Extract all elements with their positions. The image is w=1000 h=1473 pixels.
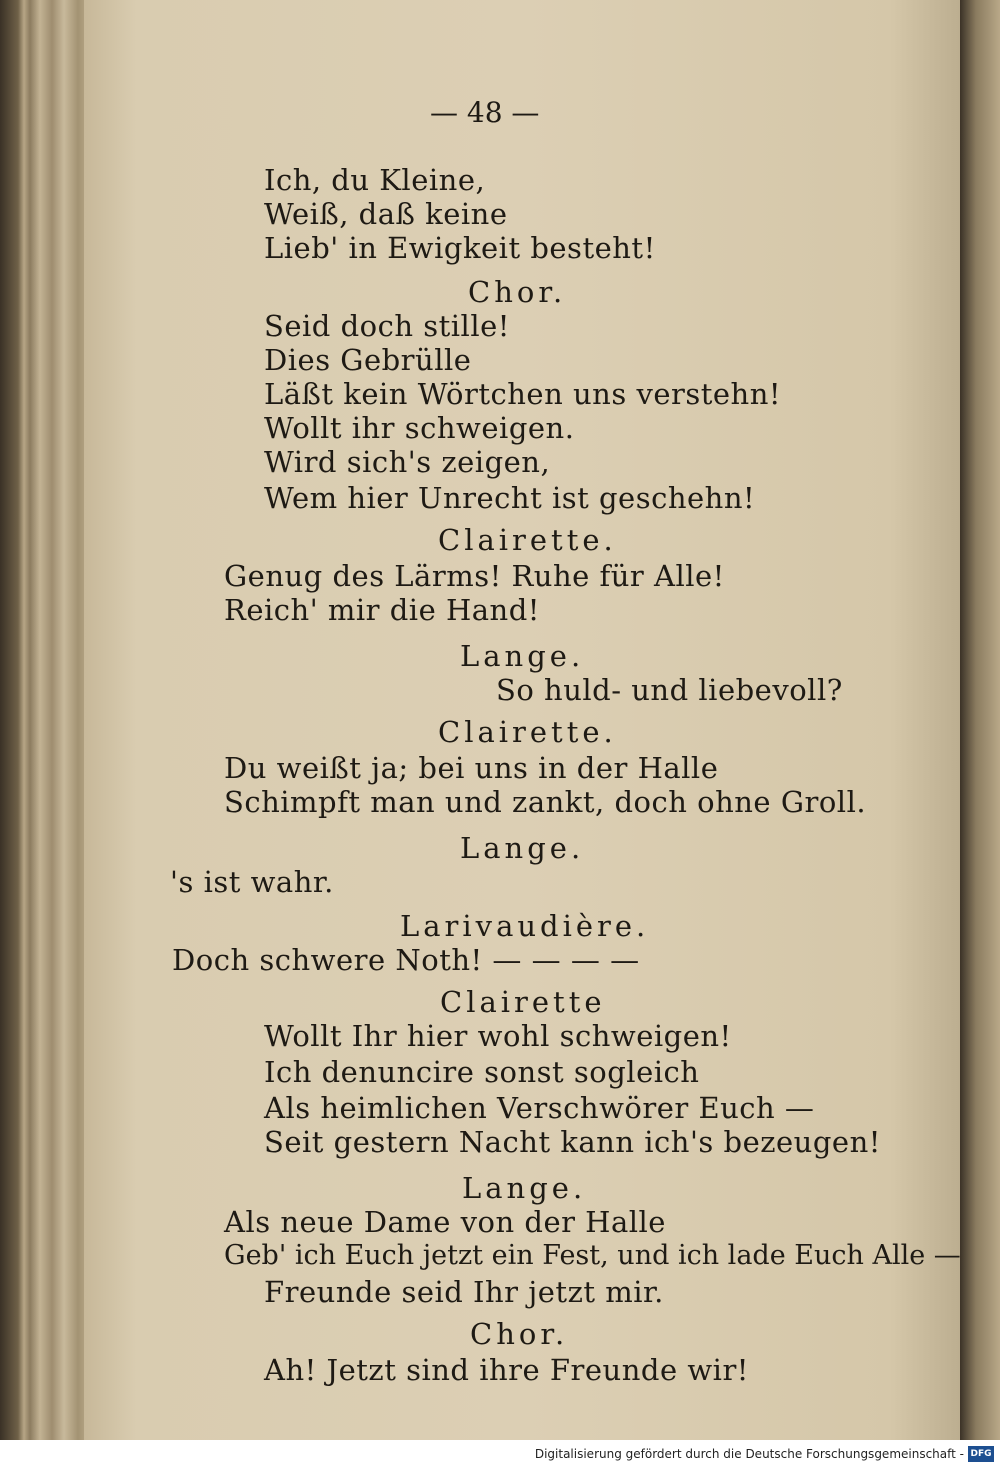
text-line: Als neue Dame von der Halle xyxy=(224,1205,666,1239)
text-line: Wem hier Unrecht ist geschehn! xyxy=(264,481,756,515)
text-line: Freunde seid Ihr jetzt mir. xyxy=(264,1275,664,1309)
text-line: Schimpft man und zankt, doch ohne Groll. xyxy=(224,785,867,819)
text-line: Lieb' in Ewigkeit besteht! xyxy=(264,231,656,265)
speaker-heading: Clairette xyxy=(440,985,606,1019)
speaker-heading: Larivaudière. xyxy=(400,909,650,943)
text-line: So huld- und liebevoll? xyxy=(496,673,843,707)
text-line: Reich' mir die Hand! xyxy=(224,593,540,627)
text-line: Seid doch stille! xyxy=(264,309,510,343)
text-line: Als heimlichen Verschwörer Euch — xyxy=(264,1091,815,1125)
text-line: Seit gestern Nacht kann ich's bezeugen! xyxy=(264,1125,881,1159)
text-line: Doch schwere Noth! — — — — xyxy=(172,943,640,977)
text-line: Ich, du Kleine, xyxy=(264,163,486,197)
speaker-heading: Chor. xyxy=(468,275,567,309)
page-number: — 48 — xyxy=(430,96,540,129)
speaker-heading: Lange. xyxy=(460,831,585,865)
speaker-heading: Clairette. xyxy=(438,523,617,557)
text-line: Wollt ihr schweigen. xyxy=(264,411,575,445)
speaker-heading: Chor. xyxy=(470,1317,569,1351)
text-line: Genug des Lärms! Ruhe für Alle! xyxy=(224,559,725,593)
facing-page-edge xyxy=(960,0,1000,1440)
text-line: Dies Gebrülle xyxy=(264,343,472,377)
dfg-logo: DFG xyxy=(968,1446,994,1462)
speaker-heading: Lange. xyxy=(462,1171,587,1205)
speaker-heading: Clairette. xyxy=(438,715,617,749)
text-line: Ich denuncire sonst sogleich xyxy=(264,1055,700,1089)
text-line: Wollt Ihr hier wohl schweigen! xyxy=(264,1019,732,1053)
text-line: 's ist wahr. xyxy=(170,865,334,899)
text-line: Geb' ich Euch jetzt ein Fest, und ich lade Euch Alle — xyxy=(224,1240,961,1271)
text-line: Wird sich's zeigen, xyxy=(264,445,551,479)
digitization-credit: Digitalisierung gefördert durch die Deutsche Forschungsgemeinschaft - xyxy=(534,1447,964,1461)
text-line: Du weißt ja; bei uns in der Halle xyxy=(224,751,719,785)
text-line: Weiß, daß keine xyxy=(264,197,508,231)
text-line: Ah! Jetzt sind ihre Freunde wir! xyxy=(264,1353,749,1387)
text-line: Läßt kein Wörtchen uns verstehn! xyxy=(264,377,782,411)
speaker-heading: Lange. xyxy=(460,639,585,673)
